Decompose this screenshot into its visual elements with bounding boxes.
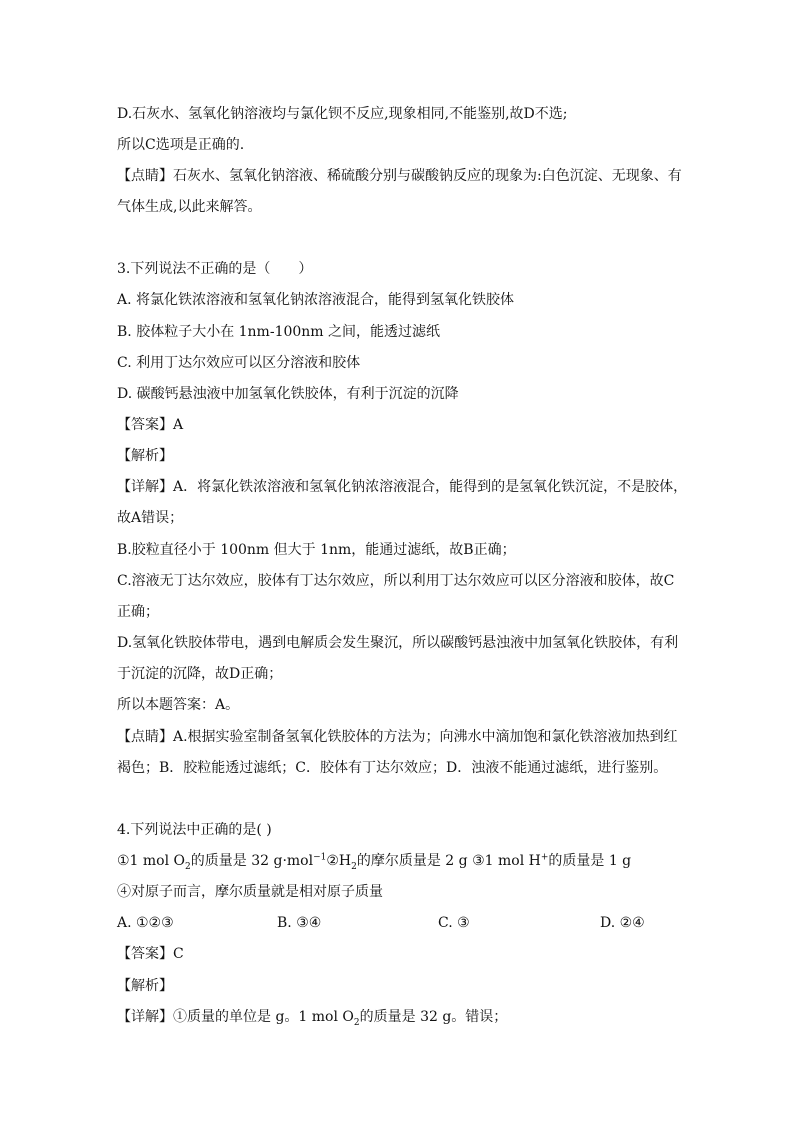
detail-line: 正确； [117,604,159,620]
analysis-label: 【解析】 [117,978,173,994]
answer-label: 【答案】C [117,946,184,962]
text-line: 气体生成,以此来解答。 [117,199,262,215]
detail-line: 于沉淀的沉降，故D正确； [117,666,283,682]
question-4-option-b: B. ③④ [277,915,322,931]
question-3-option-b: B. 胶体粒子大小在 1nm-100nm 之间，能透过滤纸 [117,324,441,340]
detail-line: D.氢氧化铁胶体带电，遇到电解质会发生聚沉，所以碳酸钙悬浊液中加氢氧化铁胶体，有利 [117,635,679,651]
text-line: D.石灰水、氢氧化钠溶液均与氯化钡不反应,现象相同,不能鉴别,故D不选; [117,106,568,122]
question-4-title: 4.下列说法中正确的是( ) [117,822,272,838]
analysis-label: 【解析】 [117,448,173,464]
detail-line: 故A错误； [117,510,184,526]
question-4-statement-1: ①1 mol $O_2$的质量是 32 $g\cdot mol^{-1}②H_2$的摩尔质量是 2 g ③1 mol H+的质量是 1 g [117,852,632,872]
detail-line: C.溶液无丁达尔效应，胶体有丁达尔效应，所以利用丁达尔效应可以区分溶液和胶体，故C [117,573,675,589]
tip-line: 【点睛】石灰水、氢氧化钠溶液、稀硫酸分别与碳酸钠反应的现象为:白色沉淀、无现象、有 [117,168,682,184]
question-4-option-c: C. ③ [438,915,470,931]
question-4-option-d: D. ②④ [600,915,645,931]
tip-line: 【点睛】A.根据实验室制备氢氧化铁胶体的方法为；向沸水中滴加饱和氯化铁溶液加热到红 [117,729,678,745]
tip-line: 褐色；B．胶粒能透过滤纸；C．胶体有丁达尔效应；D．浊液不能通过滤纸，进行鉴别。 [117,760,668,776]
question-3-option-a: A. 将氯化铁浓溶液和氢氧化钠浓溶液混合，能得到氢氧化铁胶体 [117,292,515,308]
text-line: 所以C选项是正确的. [117,137,245,153]
question-3-option-c: C. 利用丁达尔效应可以区分溶液和胶体 [117,355,361,371]
detail-line: 【详解】A．将氯化铁浓溶液和氢氧化钠浓溶液混合，能得到的是氢氧化铁沉淀，不是胶体， [117,479,688,495]
question-4-statement-2: ④对原子而言，摩尔质量就是相对原子质量 [117,884,383,900]
question-3-title: 3.下列说法不正确的是（ ） [117,261,313,277]
detail-line: 【详解】①质量的单位是 g。1 mol $O_2$的质量是 32 g。错误； [117,1009,508,1028]
answer-label: 【答案】A [117,417,184,433]
detail-line: B.胶粒直径小于 100nm 但大于 1nm，能通过滤纸，故B正确； [117,542,516,558]
question-3-option-d: D. 碳酸钙悬浊液中加氢氧化铁胶体，有利于沉淀的沉降 [117,386,459,402]
question-4-option-a: A. ①②③ [117,915,174,931]
summary-line: 所以本题答案：A。 [117,697,240,713]
